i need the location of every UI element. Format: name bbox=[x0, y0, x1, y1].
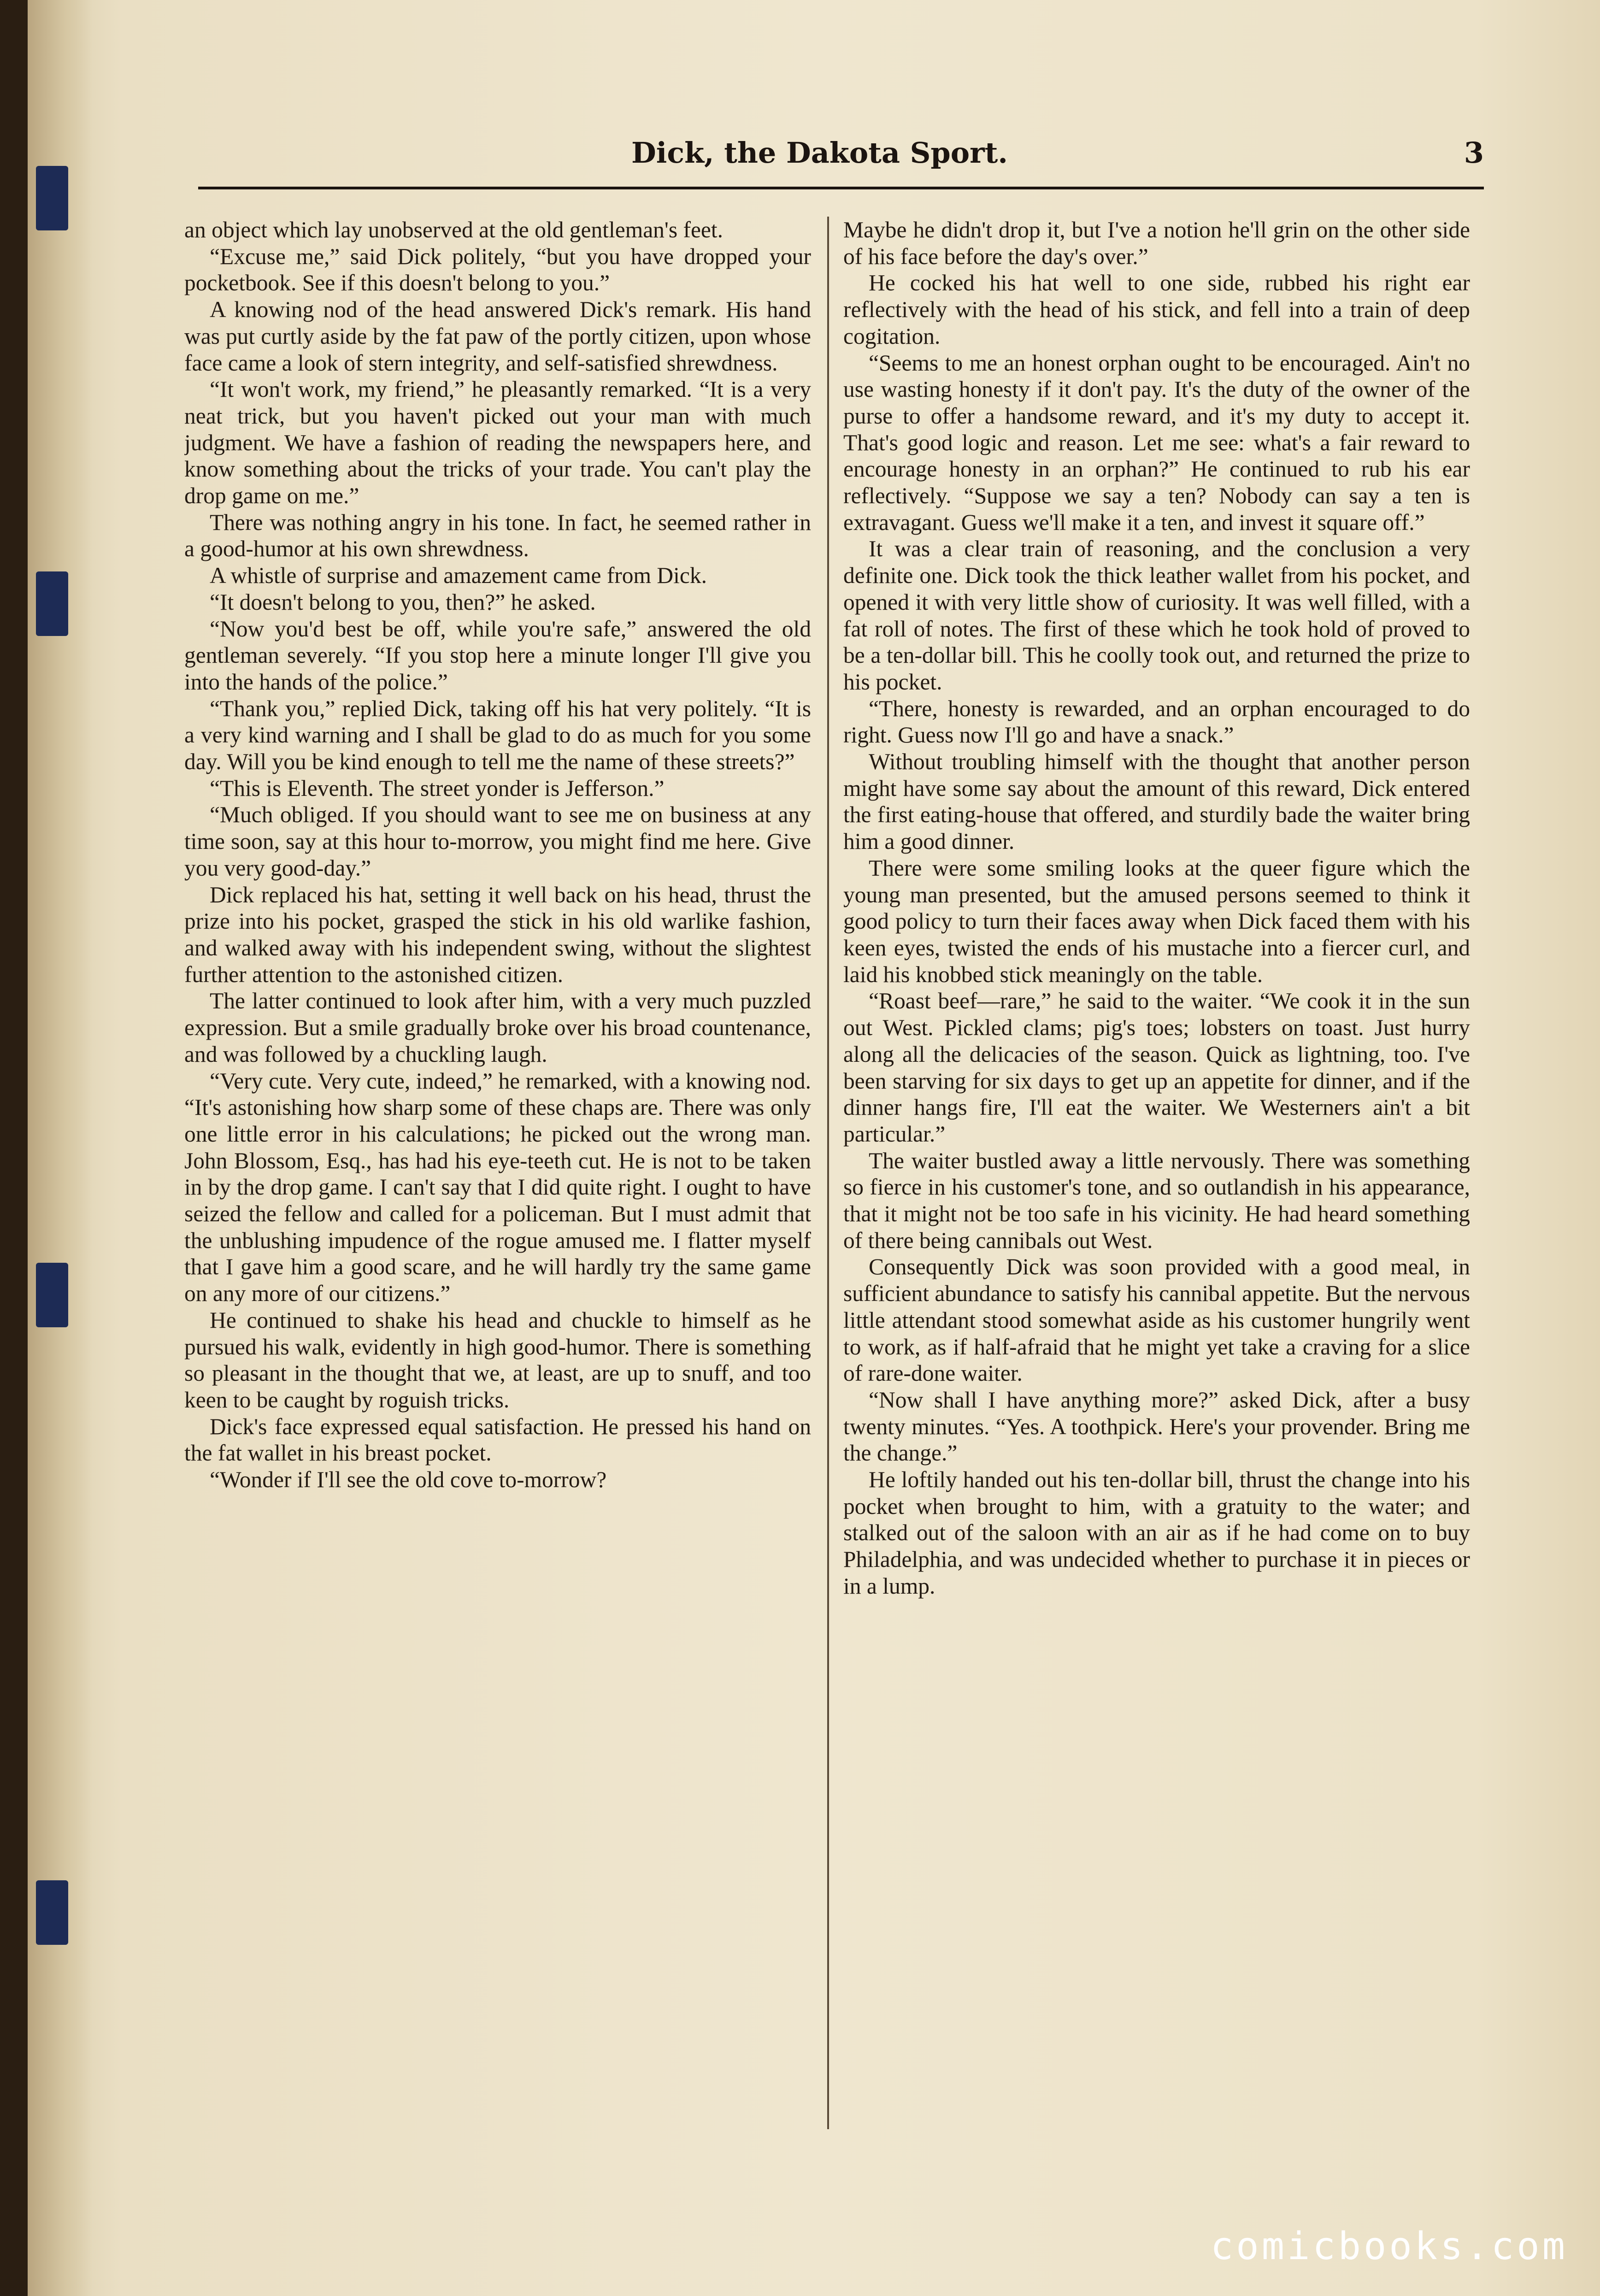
paragraph: “Very cute. Very cute, indeed,” he remarked, with a knowing nod. “It's astonishing how sharp some of these chaps are. There was only one little error in his calculations; he picked out the wrong man. John Blossom, Esq., has had his eye-teeth cut. He is not to be taken in by the drop game. I can't say that I did quite right. I ought to have seized the fellow and called for a policeman. But I must admit that the unblushing impudence of the rogue amused me. I flatter myself that I gave him a good scare, and he will hardly try the same game on any more of our citizens.” bbox=[184, 1068, 811, 1307]
paragraph: “Roast beef—rare,” he said to the waiter. “We cook it in the sun out West. Pickled clams; pig's toes; lobsters on toast. Just hurry along all the delicacies of the season. Quick as lightning, too. I've been starving for six days to get up an appetite for dinner, and if the dinner hangs fire, I'll eat the waiter. We Westerners ain't a bit particular.” bbox=[843, 988, 1470, 1147]
page-number: 3 bbox=[1464, 136, 1484, 170]
paragraph: Consequently Dick was soon provided with a good meal, in sufficient abundance to satisfy his cannibal appetite. But the nervous little attendant stood somewhat aside as his customer hungrily went to work, as if half-afraid that he might yet take a craving for a slice of rare-done waiter. bbox=[843, 1254, 1470, 1386]
binding-stitch bbox=[36, 1880, 68, 1945]
paragraph: “It doesn't belong to you, then?” he asked. bbox=[210, 589, 596, 615]
paragraph: It was a clear train of reasoning, and the conclusion a very definite one. Dick took the thick leather wallet from his pocket, and opened it with very little show of curiosity. It was well filled, with a fat roll of notes. The first of these which he took hold of proved to be a ten-dollar bill. This he coolly took out, and returned the prize to his pocket. bbox=[843, 536, 1470, 695]
paragraph: “Seems to me an honest orphan ought to be encouraged. Ain't no use wasting honesty if it don't pay. It's the duty of the owner of the purse to offer a handsome reward, and it's my duty to accept it. That's good logic and reason. Let me see: what's a fair reward to encourage honesty in an orphan?” He continued to rub his ear reflectively. “Suppose we say a ten? Nobody can say a ten is extravagant. Guess we'll make it a ten, and invest it square off.” bbox=[843, 350, 1470, 535]
column-divider bbox=[827, 217, 829, 2129]
paragraph: Dick's face expressed equal satisfaction. He pressed his hand on the fat wallet in his breast pocket. bbox=[184, 1413, 811, 1466]
running-title: Dick, the Dakota Sport. bbox=[631, 136, 1008, 170]
watermark: comicbooks.com bbox=[1210, 2225, 1568, 2268]
paragraph: He loftily handed out his ten-dollar bill, thrust the change into his pocket when brought to him, with a gratuity to the water; and stalked out of the saloon with an air as if he had come on to buy Philadelphia, and was undecided whether to purchase it in pieces or in a lump. bbox=[843, 1467, 1470, 1599]
paragraph: “It won't work, my friend,” he pleasantly remarked. “It is a very neat trick, but you haven't picked out your man with much judgment. We have a fashion of reading the newspapers here, and know something about the tricks of your trade. You can't play the drop game on me.” bbox=[184, 377, 811, 509]
paragraph: “Thank you,” replied Dick, taking off his hat very politely. “It is a very kind warning and I shall be glad to do as much for you some day. Will you be kind enough to tell me the name of these streets?” bbox=[184, 695, 811, 775]
paragraph: “Excuse me,” said Dick politely, “but you have dropped your pocketbook. See if this doesn't belong to you.” bbox=[184, 243, 811, 296]
paragraph: “Now shall I have anything more?” asked Dick, after a busy twenty minutes. “Yes. A toothpick. Here's your provender. Bring me the change.” bbox=[843, 1387, 1470, 1466]
paragraph: He cocked his hat well to one side, rubbed his right ear reflectively with the head of his stick, and fell into a train of deep cogitation. bbox=[843, 270, 1470, 349]
binding-stitch bbox=[36, 166, 68, 230]
paragraph: “Now you'd best be off, while you're safe,” answered the old gentleman severely. “If you stop here a minute longer I'll give you into the hands of the police.” bbox=[184, 616, 811, 695]
running-header bbox=[198, 131, 1484, 189]
right-column bbox=[843, 217, 1470, 2129]
paragraph: The waiter bustled away a little nervously. There was something so fierce in his customer's tone, and so outlandish in his appearance, that it might not be too safe in his vicinity. He had heard something of there being cannibals out West. bbox=[843, 1148, 1470, 1253]
paragraph: There were some smiling looks at the queer figure which the young man presented, but the amused persons seemed to think it good policy to turn their faces away when Dick faced them with his keen eyes, twisted the ends of his mustache into a fiercer curl, and laid his knobbed stick meaningly on the table. bbox=[843, 855, 1470, 987]
left-column bbox=[184, 217, 811, 2129]
page-spine bbox=[28, 0, 92, 2296]
paragraph: Dick replaced his hat, setting it well back on his head, thrust the prize into his pocket, grasped the stick in his old warlike fashion, and walked away with his independent swing, without the slightest further attention to the astonished citizen. bbox=[184, 882, 811, 987]
paragraph: an object which lay unobserved at the old gentleman's feet. bbox=[184, 217, 724, 242]
paragraph: “Wonder if I'll see the old cove to-morrow? bbox=[210, 1467, 607, 1493]
paragraph: There was nothing angry in his tone. In fact, he seemed rather in a good-humor at his own shrewdness. bbox=[184, 509, 811, 562]
paragraph: Maybe he didn't drop it, but I've a notion he'll grin on the other side of his face before the day's over.” bbox=[843, 217, 1470, 269]
binding-stitch bbox=[36, 1263, 68, 1327]
paragraph: The latter continued to look after him, with a very much puzzled expression. But a smile gradually broke over his broad countenance, and was followed by a chuckling laugh. bbox=[184, 988, 811, 1067]
paragraph: “There, honesty is rewarded, and an orphan encouraged to do right. Guess now I'll go and have a snack.” bbox=[843, 695, 1470, 748]
book-page bbox=[28, 0, 1600, 2296]
paragraph: A whistle of surprise and amazement came from Dick. bbox=[210, 563, 707, 589]
paragraph: Without troubling himself with the thought that another person might have some say about the amount of this reward, Dick entered the first eating-house that offered, and sturdily bade the waiter bring him a good dinner. bbox=[843, 749, 1470, 854]
binding-stitch bbox=[36, 571, 68, 636]
paragraph: He continued to shake his head and chuckle to himself as he pursued his walk, evidently in high good-humor. There is something so pleasant in the thought that we, at least, are up to snuff, and too keen to be caught by roguish tricks. bbox=[184, 1307, 811, 1413]
paragraph: A knowing nod of the head answered Dick's remark. His hand was put curtly aside by the fat paw of the portly citizen, upon whose face came a look of stern integrity, and self-satisfied shrewdness. bbox=[184, 297, 811, 376]
paragraph: “Much obliged. If you should want to see me on business at any time soon, say at this hour to-morrow, you might find me here. Give you very good-day.” bbox=[184, 802, 811, 881]
paragraph: “This is Eleventh. The street yonder is Jefferson.” bbox=[210, 775, 665, 801]
